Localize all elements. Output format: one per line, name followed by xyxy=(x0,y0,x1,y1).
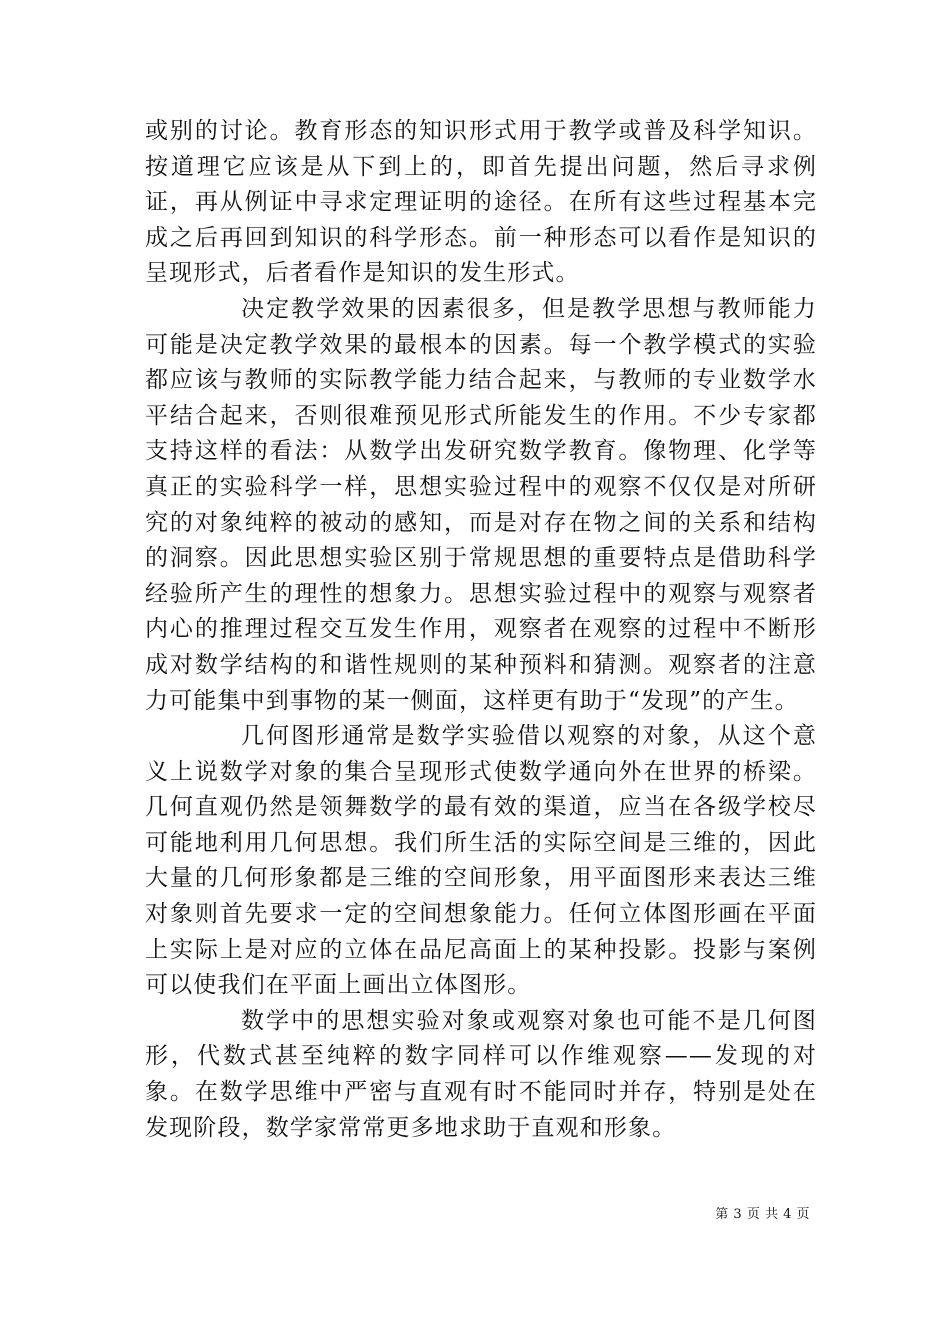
document-body xyxy=(145,114,817,1146)
paragraph-3: 几何图形通常是数学实验借以观察的对象，从这个意义上说数学对象的集合呈现形式使数学通向外在世界的桥梁。几何直观仍然是领舞数学的最有效的渠道，应当在各级学校尽可能地利用几何思想。我们所生活的实际空间是三维的，因此大量的几何形象都是三维的空间形象，用平面图形来表达三维对象则首先要求一定的空间想象能力。任何立体图形画在平面上实际上是对应的立体在品尼高面上的某种投影。投影与案例可以使我们在平面上画出立体图形。 xyxy=(145,723,817,999)
paragraph-2: 决定教学效果的因素很多，但是教学思想与教师能力可能是决定教学效果的最根本的因素。每一个教学模式的实验都应该与教师的实际教学能力结合起来，与教师的专业数学水平结合起来，否则很难预见形式所能发生的作用。不少专家都支持这样的看法：从数学出发研究数学教育。像物理、化学等真正的实验科学一样，思想实验过程中的观察不仅仅是对所研究的对象纯粹的被动的感知，而是对存在物之间的关系和结构的洞察。因此思想实验区别于常规思想的重要特点是借助科学经验所产生的理性的想象力。思想实验过程中的观察与观察者内心的推理过程交互发生作用，观察者在观察的过程中不断形成对数学结构的和谐性规则的某种预料和猜测。观察者的注意力可能集中到事物的某一侧面，这样更有助于“发现”的产生。 xyxy=(145,295,817,714)
paragraph-1: 或别的讨论。教育形态的知识形式用于教学或普及科学知识。按道理它应该是从下到上的，即首先提出问题，然后寻求例证，再从例证中寻求定理证明的途径。在所有这些过程基本完成之后再回到知识的科学形态。前一种形态可以看作是知识的呈现形式，后者看作是知识的发生形式。 xyxy=(145,118,817,287)
page-number-footer: 第 3 页 共 4 页 xyxy=(715,1207,810,1222)
paragraph-4: 数学中的思想实验对象或观察对象也可能不是几何图形，代数式甚至纯粹的数字同样可以作维观察——发现的对象。在数学思维中严密与直观有时不能同时并存，特别是处在发现阶段，数学家常常更多地求助于直观和形象。 xyxy=(145,1007,817,1141)
